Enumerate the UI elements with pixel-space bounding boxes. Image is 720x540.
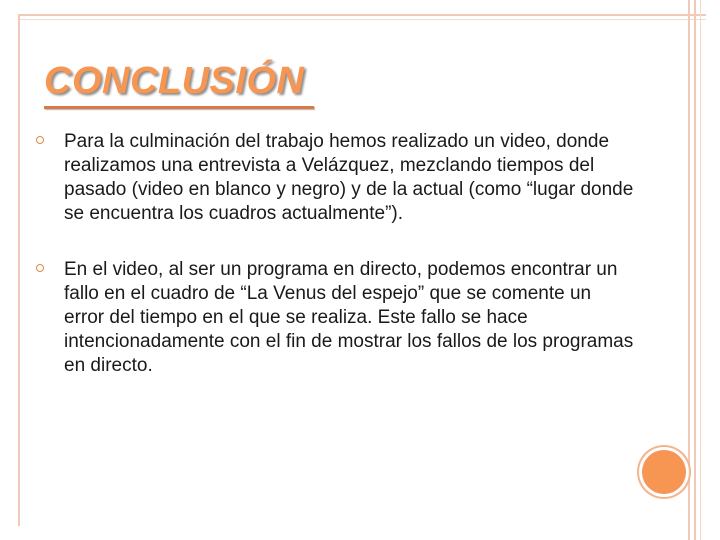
bullet-list	[36, 130, 636, 410]
frame-top-line-thin	[18, 19, 706, 20]
frame-top-line	[18, 14, 706, 16]
decorative-circle	[642, 450, 686, 494]
frame-right-line	[694, 0, 696, 540]
bullet-text: Para la culminación del trabajo hemos realizado un video, donde realizamos una entrevista a Velázquez, mezclando tiempos del pasado (video en blanco y negro) y de la actual (como “lugar donde se encuentra los cuadros actualmente”).	[64, 131, 634, 224]
slide-title: CONCLUSIÓN	[44, 60, 305, 102]
title-underline	[44, 106, 314, 109]
frame-right-line	[688, 0, 690, 540]
bullet-item	[36, 258, 636, 378]
bullet-item	[36, 130, 636, 226]
frame-right-line	[700, 0, 701, 540]
bullet-circle-icon	[36, 136, 44, 144]
frame-left-line	[18, 14, 20, 526]
bullet-circle-icon	[36, 264, 44, 272]
bullet-text: En el video, al ser un programa en directo, podemos encontrar un fallo en el cuadro de “La Venus del espejo” que se comente un error del tiempo en el que se realiza. Este fallo se hace intencionadamente con el fin de mostrar los fallos de los programas en directo.	[64, 259, 634, 376]
